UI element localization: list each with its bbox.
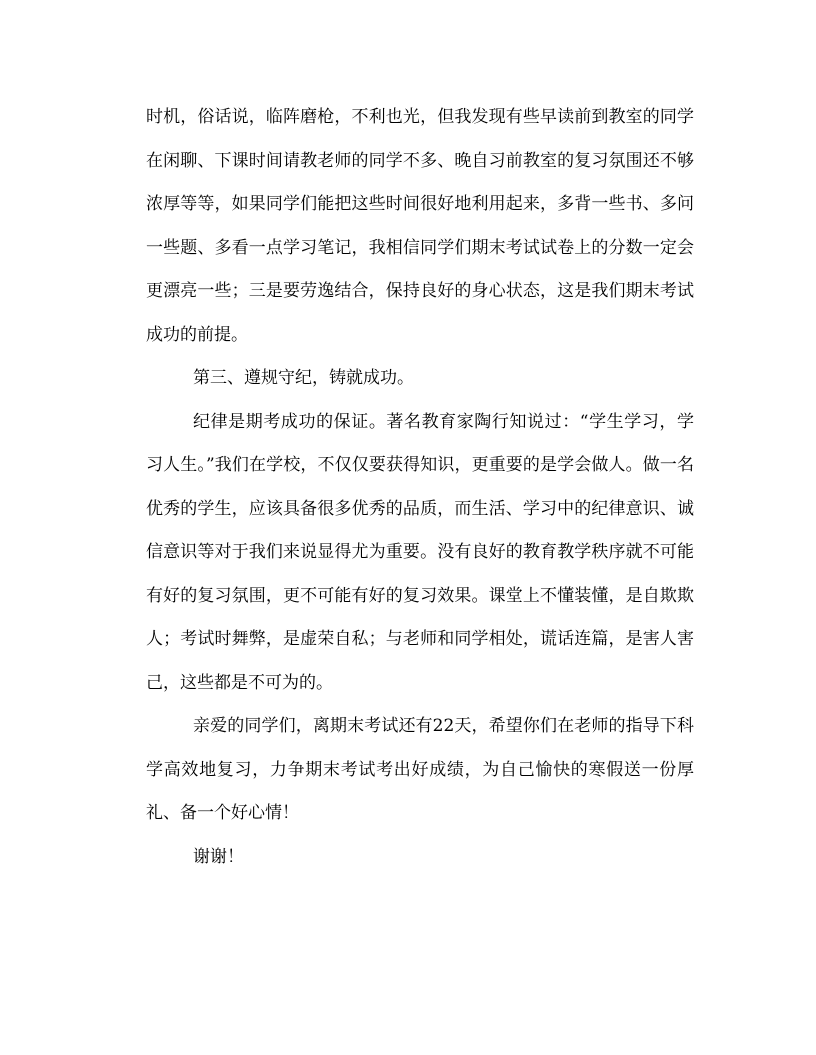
paragraph-section-heading: 第三、遵规守纪，铸就成功。 bbox=[193, 368, 414, 388]
document-body bbox=[146, 96, 694, 879]
paragraph-continuation: 时机，俗话说，临阵磨枪，不利也光，但我发现有些早读前到教室的同学在闲聊、下课时间请教老师的同学不多、晚自习前教室的复习氛围还不够浓厚等等，如果同学们能把这些时间很好地利用起来，多背一些书、多问一些题、多看一点学习笔记，我相信同学们期末考试试卷上的分数一定会更漂亮一些；三是要劳逸结合，保持良好的身心状态，这是我们期末考试成功的前提。 bbox=[146, 107, 694, 345]
paragraph-closing-wish: 亲爱的同学们，离期末考试还有22天，希望你们在老师的指导下科学高效地复习，力争期末考试考出好成绩，为自己愉快的寒假送一份厚礼、备一个好心情！ bbox=[146, 716, 694, 823]
paragraph-thanks: 谢谢！ bbox=[193, 846, 244, 867]
paragraph-discipline: 纪律是期考成功的保证。著名教育家陶行知说过：“学生学习，学习人生。”我们在学校，不仅仅要获得知识，更重要的是学会做人。做一名优秀的学生，应该具备很多优秀的品质，而生活、学习中的纪律意识、诚信意识等对于我们来说显得尤为重要。没有良好的教育教学秩序就不可能有好的复习氛围，更不可能有好的复习效果。课堂上不懂装懂，是自欺欺人；考试时舞弊，是虚荣自私；与老师和同学相处，谎话连篇，是害人害己，这些都是不可为的。 bbox=[146, 411, 694, 693]
